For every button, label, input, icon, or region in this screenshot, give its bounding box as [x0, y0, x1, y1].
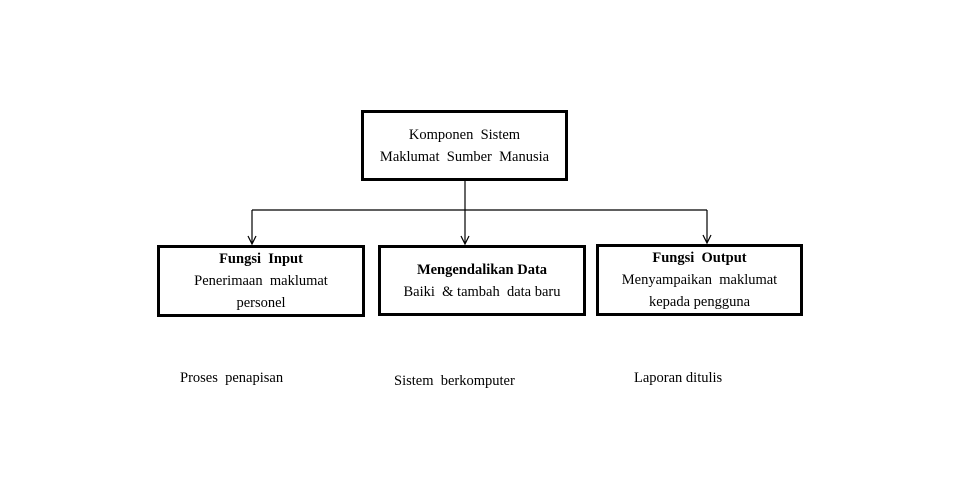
input-function-line-1: Penerimaan maklumat — [194, 273, 328, 289]
root-component-box — [361, 110, 568, 181]
note-filtering-process: Proses penapisan — [180, 370, 284, 386]
data-handling-line-1: Baiki & tambah data baru — [403, 283, 561, 300]
data-handling-title: Mengendalikan Data — [416, 261, 548, 278]
root-line-2: Maklumat Sumber Manusia — [379, 148, 550, 165]
output-function-title: Fungsi Output — [652, 250, 747, 266]
output-function-line-1: Menyampaikan maklumat — [621, 272, 778, 288]
note-written-report: Laporan ditulis — [634, 370, 723, 386]
output-function-line-2: kepada pengguna — [648, 294, 751, 310]
root-line-1: Komponen Sistem — [408, 126, 521, 143]
note-computerized-system: Sistem berkomputer — [394, 373, 515, 389]
input-function-line-2: personel — [236, 295, 286, 311]
input-function-title: Fungsi Input — [219, 251, 303, 267]
output-function-box — [596, 244, 803, 316]
data-handling-box — [378, 245, 586, 316]
input-function-box — [157, 245, 365, 317]
